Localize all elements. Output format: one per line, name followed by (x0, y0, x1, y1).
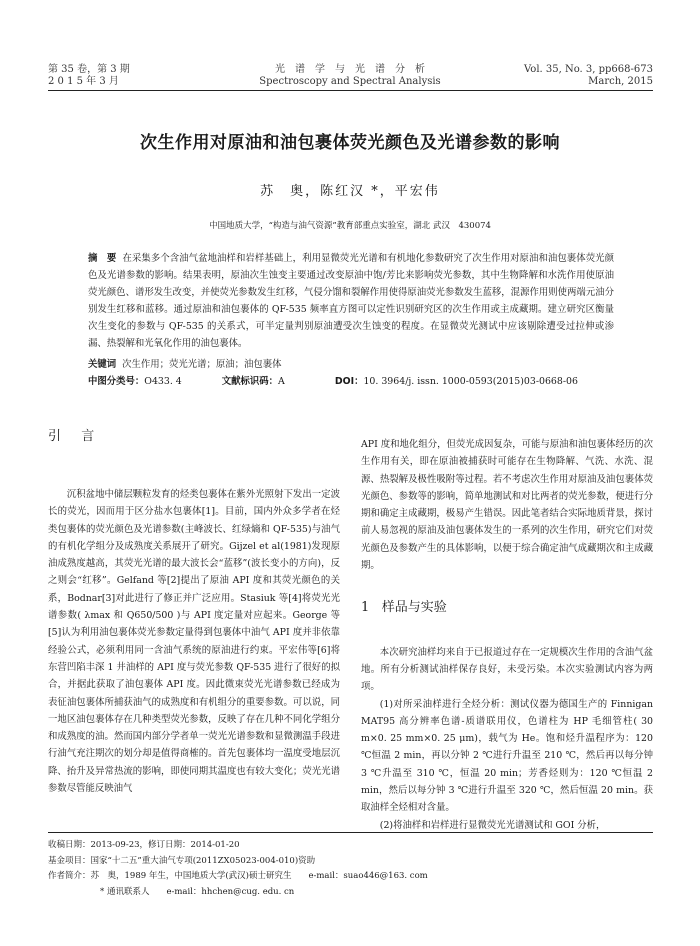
journal-volume: 第 35 卷，第 3 期 (48, 64, 130, 75)
doc-code-value: A (278, 376, 285, 387)
corresponding-author: * 通讯联系人 e-mail：hhchen@cug. edu. cn (100, 886, 295, 897)
abstract-label: 摘 要 (88, 253, 117, 264)
keywords-text: 次生作用；荧光光谱；原油；油包裹体 (122, 359, 282, 370)
doi-value: 10. 3964/j. issn. 1000-0593(2015)03-0668-06 (363, 376, 578, 387)
received-date: 收稿日期：2013-09-23，修订日期：2014-01-20 (48, 840, 240, 850)
paper-title: 次生作用对原油和油包裹体荧光颜色及光谱参数的影响 (140, 133, 560, 153)
right-continuation: API 度和地化组分，但荧光成因复杂，可能与原油和油包裹体经历的次生作用有关，即在原油被捕获时可能存在生物降解、气洗、水洗、混源、热裂解及极性吸附等过程。若不考虑次生作用对原油及油包裹体荧光颜色、参数等的影响，简单地测试和对比两者的荧光参数，便进行分期和确定主成藏期，极易产生错误。因此笔者结合实际地质背景，探讨前人易忽视的原油及油包裹体发生的一系列的次生作用，研究它们对荧光颜色及参数产生的具体影响，以便于综合确定油气成藏期次和主成藏期。 (361, 439, 653, 572)
intro-heading-char1: 引 (48, 429, 66, 444)
doi-label: DOI： (334, 376, 364, 387)
keywords-label: 关键词 (88, 359, 117, 370)
section2-number: 1 (361, 600, 370, 616)
doc-code-label: 文献标识码： (221, 376, 279, 387)
section-heading-intro (48, 425, 98, 444)
clc-label: 中图分类号： (88, 376, 145, 387)
affiliation: 中国地质大学，“构造与油气资源”教育部重点实验室，湖北 武汉 430074 (209, 221, 491, 231)
header-rule (48, 90, 653, 91)
clc-value: O433. 4 (144, 376, 182, 387)
abstract-text: 在采集多个含油气盆地油样和岩样基础上，利用显微荧光光谱和有机地化参数研究了次生作用对原油和油包裹体荧光颜色及光谱参数的影响。结果表明，原油次生蚀变主要通过改变原油中饱/芳比来影响荧光参数，其中生物降解和水洗作用使原油荧光颜色、谱形发生改变，并使荧光参数发生红移，气侵分馏和裂解作用使得原油荧光参数发生蓝移，混源作用则使两端元油分别发生红移和蓝移。通过原油和油包裹体的 QF-535 频率直方图可以定性识别研究区的次生作用或主成藏期。建立研究区衡量次生变化的参数与 QF-535 的关系式，可半定量判别原油遭受次生蚀变的程度。在显微荧光测试中应该剔除遭受过拉伸或渗漏、热裂解和光氧化作用的油包裹体。 (88, 253, 614, 349)
keywords-block (88, 356, 578, 390)
journal-date: 2 0 1 5 年 3 月 (48, 76, 119, 87)
left-column (48, 486, 340, 797)
method-paragraph-1: (1)对所采油样进行全烃分析：测试仪器为德国生产的 Finnigan MAT95 高分辨率色谱-质谱联用仪，色谱柱为 HP 毛细管柱( 30 m×0. 25 mm×0. 25 μm)，载气为 He。饱和烃升温程序为：120 ℃恒温 2 min，再以分钟 2 ℃进行升温至 210 ℃，然后再以每分钟 3 ℃升温至 310 ℃，恒温 20 min；芳香烃则为：120 ℃恒温 2 min，然后以每分钟 3 ℃进行升温至 320 ℃，然后恒温 20 min。获取油样全烃相对含量。 (361, 698, 653, 814)
author-intro: 作者简介：苏 奥，1989 年生，中国地质大学(武汉)硕士研究生 e-mail：suao446@163. com (48, 871, 428, 881)
journal-pages: Vol. 35, No. 3, pp668-673 (524, 64, 653, 75)
section-heading-samples (361, 599, 653, 616)
footnotes (48, 838, 428, 900)
author-list: 苏 奥，陈红汉 *，平宏伟 (260, 184, 440, 199)
intro-paragraph: 沉积盆地中储层颗粒发育的烃类包裹体在紫外光照射下发出一定波长的荧光，因而用于区分盐水包裹体[1]。目前，国内外众多学者在烃类包裹体的荧光颜色及光谱参数(主峰波长、红绿熵和 QF-535)与油气的有机化学组分及成熟度关系展开了研究。Gijzel et al(1981)发现原油成熟度越高，其荧光光谱的最大波长会“蓝移”(波长变小的方向)，反之则会“红移”。Gelfand 等[2]提出了原油 API 度和其荧光颜色的关系，Bodnar[3]对此进行了修正并广泛应用。Stasiuk 等[4]将荧光光谱参数( λmax 和 Q650/500 )与 API 度定量对应起来。George 等[5]认为利用油包裹体荧光参数定量得到包裹体中油气 API 度并非依靠经验公式，必须利用同一含油气系统的原油进行约束。平宏伟等[6]将东营凹陷丰深 1 井油样的 API 度与荧光参数 QF-535 进行了很好的拟合，并据此获取了油包裹体 API 度。因此微束荧光光谱参数已经成为表征油包裹体所捕获油气的成熟度和有机组分的重要参数。可以说，同一地区油包裹体存在几种类型荧光参数，反映了存在几种不同化学组分和成熟度的油。然而国内部分学者单一荧光光谱参数和显微测温手段进行油气充注期次的划分却是值得商榷的。首先包裹体均一温度受地层沉降、抬升及异常热流的影响，即使同期其温度也有较大变化；荧光光谱参数尽管能反映油气 (48, 489, 340, 795)
abstract (88, 250, 614, 352)
method-paragraph-2: (2)将油样和岩样进行显微荧光光谱测试和 GOI 分析， (379, 819, 606, 831)
journal-name-en: Spectroscopy and Spectral Analysis (259, 76, 441, 87)
journal-month: March, 2015 (588, 76, 653, 87)
footnote-rule (48, 832, 653, 833)
fund-info: 基金项目：国家“十二五”重大油气专项(2011ZX05023-004-010)资助 (48, 855, 316, 866)
intro-heading-char2: 言 (81, 429, 99, 444)
section2-title: 样品与实验 (381, 600, 447, 616)
right-column (361, 436, 653, 834)
samples-paragraph: 本次研究油样均来自于已报道过存在一定规模次生作用的含油气盆地。所有分析测试油样保存良好，未受污染。本次实验测试内容为两项。 (361, 646, 653, 693)
journal-name-cn: 光 谱 学 与 光 谱 分 析 (275, 64, 425, 75)
